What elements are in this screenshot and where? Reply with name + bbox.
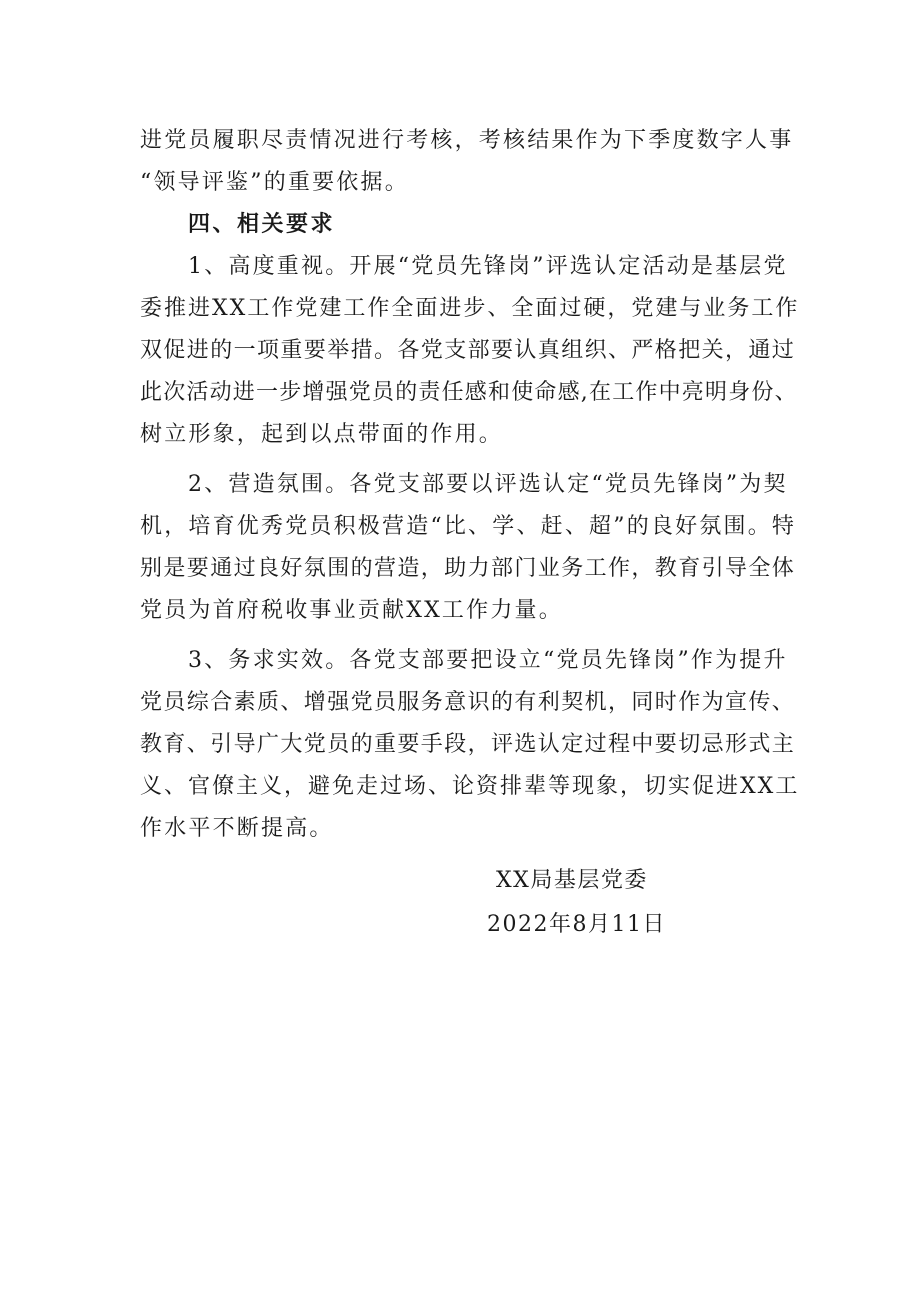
signature-organization: XX局基层党委 <box>496 868 648 893</box>
paragraph3-line-2: 党员综合素质、增强党员服务意识的有利契机，同时作为宣传、 <box>140 690 796 715</box>
paragraph1-line-4: 此次活动进一步增强党员的责任感和使命感,在工作中亮明身份、 <box>140 380 798 405</box>
paragraph1-line-1: 1、高度重视。开展“党员先锋岗”评选认定活动是基层党 <box>188 254 788 279</box>
paragraph3-line-5: 作水平不断提高。 <box>140 816 334 841</box>
section-heading: 四、相关要求 <box>188 212 336 237</box>
paragraph3-line-4: 义、官僚主义，避免走过场、论资排辈等现象，切实促进XX工 <box>140 774 800 799</box>
paragraph2-line-4: 党员为首府税收事业贡献XX工作力量。 <box>140 598 563 623</box>
paragraph1-line-5: 树立形象，起到以点带面的作用。 <box>140 422 504 447</box>
paragraph1-line-3: 双促进的一项重要举措。各党支部要认真组织、严格把关，通过 <box>140 338 796 363</box>
paragraph2-line-1: 2、营造氛围。各党支部要以评选认定“党员先锋岗”为契 <box>188 472 788 497</box>
paragraph2-line-2: 机，培育优秀党员积极营造“比、学、赶、超”的良好氛围。特 <box>140 514 797 539</box>
paragraph3-line-1: 3、务求实效。各党支部要把设立“党员先锋岗”作为提升 <box>188 648 788 673</box>
paragraph3-line-3: 教育、引导广大党员的重要手段，评选认定过程中要切忌形式主 <box>140 732 796 757</box>
paragraph2-line-3: 别是要通过良好氛围的营造，助力部门业务工作，教育引导全体 <box>140 556 796 581</box>
paragraph1-line-2: 委推进XX工作党建工作全面进步、全面过硬，党建与业务工作 <box>140 296 800 321</box>
signature-date: 2022年8月11日 <box>487 912 666 937</box>
continuation-line-2: “领导评鉴”的重要依据。 <box>140 170 409 195</box>
continuation-line-1: 进党员履职尽责情况进行考核，考核结果作为下季度数字人事 <box>140 128 794 153</box>
